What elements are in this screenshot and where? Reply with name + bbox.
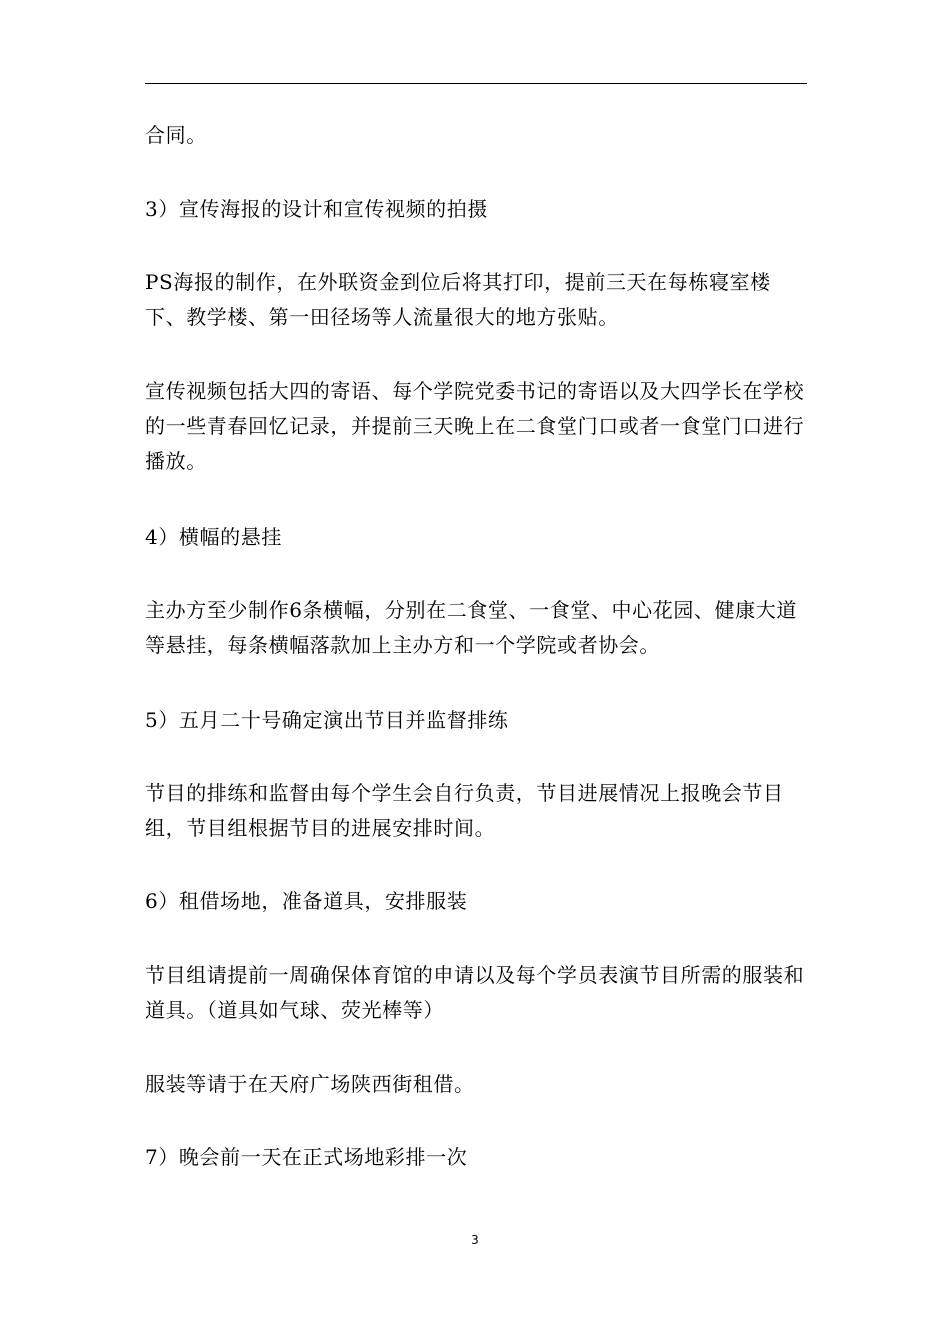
paragraph-banner: 主办方至少制作6条横幅，分别在二食堂、一食堂、中心花园、健康大道等悬挂，每条横幅落款加上主办方和一个学院或者协会。 [145, 598, 797, 657]
paragraph-costume: 服装等请于在天府广场陕西街租借。 [145, 1072, 475, 1096]
section-heading-3: 3）宣传海报的设计和宣传视频的拍摄 [145, 197, 488, 221]
section-heading-5: 5）五月二十号确定演出节目并监督排练 [145, 708, 509, 732]
section-heading-7: 7）晚会前一天在正式场地彩排一次 [145, 1145, 468, 1169]
section-heading-6: 6）租借场地，准备道具，安排服装 [145, 889, 468, 913]
paragraph-props: 节目组请提前一周确保体育馆的申请以及每个学员表演节目所需的服装和道具。（道具如气球、荧光棒等） [145, 963, 805, 1022]
header-rule [145, 83, 807, 84]
paragraph-poster: PS海报的制作，在外联资金到位后将其打印，提前三天在每栋寝室楼下、教学楼、第一田径场等人流量很大的地方张贴。 [145, 270, 771, 329]
section-heading-4: 4）横幅的悬挂 [145, 525, 282, 549]
paragraph-rehearsal: 节目的排练和监督由每个学生会自行负责，节目进展情况上报晚会节目组，节目组根据节目的进展安排时间。 [145, 781, 784, 840]
page-number: 3 [471, 1233, 479, 1247]
paragraph-video: 宣传视频包括大四的寄语、每个学院党委书记的寄语以及大四学长在学校的一些青春回忆记录，并提前三天晚上在二食堂门口或者一食堂门口进行播放。 [145, 379, 805, 473]
paragraph-continuation: 合同。 [145, 123, 207, 147]
